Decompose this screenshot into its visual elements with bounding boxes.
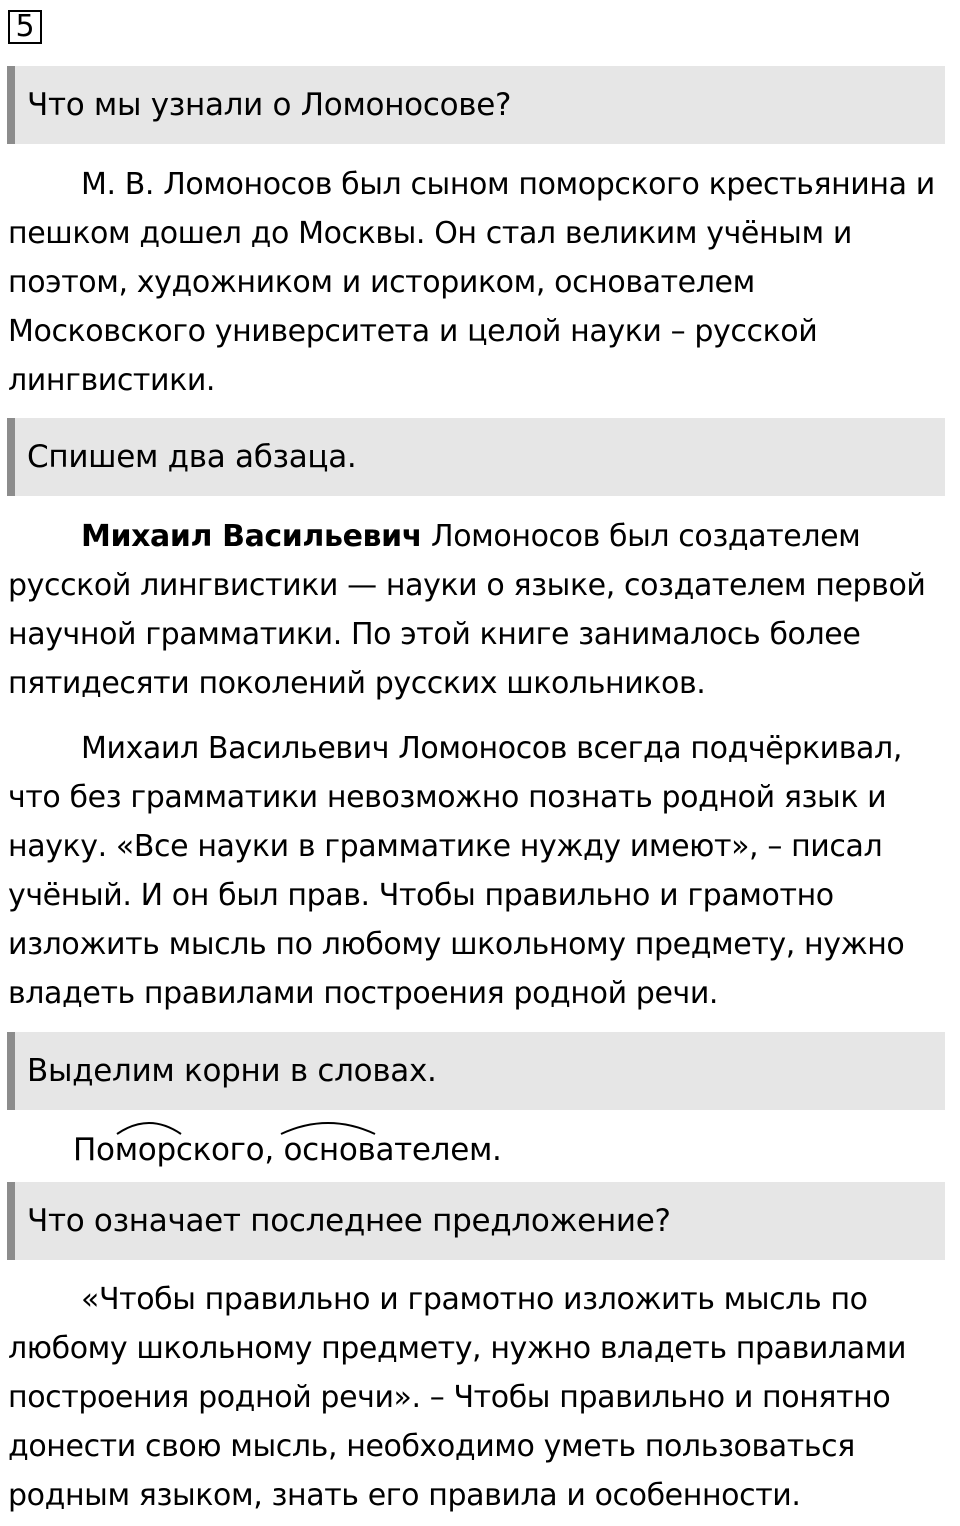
answer-4-line: построения родной речи». – Чтобы правильно и понятно — [8, 1380, 891, 1415]
answer-1-line: Московского университета и целой науки – русской — [8, 314, 818, 349]
answer-1-line: поэтом, художником и историком, основателем — [8, 265, 755, 300]
paragraph-1-first-rest: Ломоносов был создателем — [421, 519, 861, 554]
paragraph-2-line: владеть правилами построения родной речи. — [8, 976, 719, 1011]
word1-prefix: По — [73, 1132, 115, 1168]
paragraph-2 — [8, 724, 953, 1018]
question-3: Выделим корни в словах. — [7, 1032, 945, 1110]
paragraph-1-line: пятидесяти поколений русских школьников. — [8, 666, 706, 701]
paragraph-1-first-line — [8, 512, 953, 561]
question-1: Что мы узнали о Ломоносове? — [7, 66, 945, 144]
word-separator: , — [264, 1132, 284, 1168]
question-4: Что означает последнее предложение? — [7, 1182, 945, 1260]
word1-suffix: ского — [175, 1132, 265, 1168]
word2-root: основ — [283, 1132, 376, 1168]
bold-name: Михаил Васильевич — [81, 519, 422, 554]
paragraph-1 — [8, 512, 953, 708]
answer-4-line: «Чтобы правильно и грамотно изложить мысль по — [81, 1282, 868, 1317]
task-number-box: 5 — [8, 10, 42, 44]
word2-suffix: ателем. — [375, 1132, 502, 1168]
paragraph-2-line: учёный. И он был прав. Чтобы правильно и грамотно — [8, 878, 834, 913]
paragraph-2-line: науку. «Все науки в грамматике нужду имеют», – писал — [8, 829, 883, 864]
answer-1 — [8, 160, 953, 405]
answer-1-line: пешком дошел до Москвы. Он стал великим учёным и — [8, 216, 852, 251]
answer-1-line: М. В. Ломоносов был сыном поморского крестьянина и — [81, 167, 935, 202]
roots-words — [73, 1126, 502, 1175]
word1-root: мор — [114, 1132, 176, 1168]
paragraph-1-line: научной грамматики. По этой книге занималось более — [8, 617, 861, 652]
paragraph-2-line: Михаил Васильевич Ломоносов всегда подчёркивал, — [81, 731, 902, 766]
answer-4-line: любому школьному предмету, нужно владеть правилами — [8, 1331, 907, 1366]
answer-4-line: родным языком, знать его правила и особенности. — [8, 1478, 801, 1513]
paragraph-2-line: изложить мысль по любому школьному предмету, нужно — [8, 927, 905, 962]
answer-1-line: лингвистики. — [8, 363, 216, 398]
answer-4 — [8, 1275, 953, 1520]
paragraph-2-line: что без грамматики невозможно познать родной язык и — [8, 780, 887, 815]
question-2: Спишем два абзаца. — [7, 418, 945, 496]
answer-4-line: донести свою мысль, необходимо уметь пользоваться — [8, 1429, 855, 1464]
paragraph-1-line: русской лингвистики — науки о языке, создателем первой — [8, 568, 926, 603]
